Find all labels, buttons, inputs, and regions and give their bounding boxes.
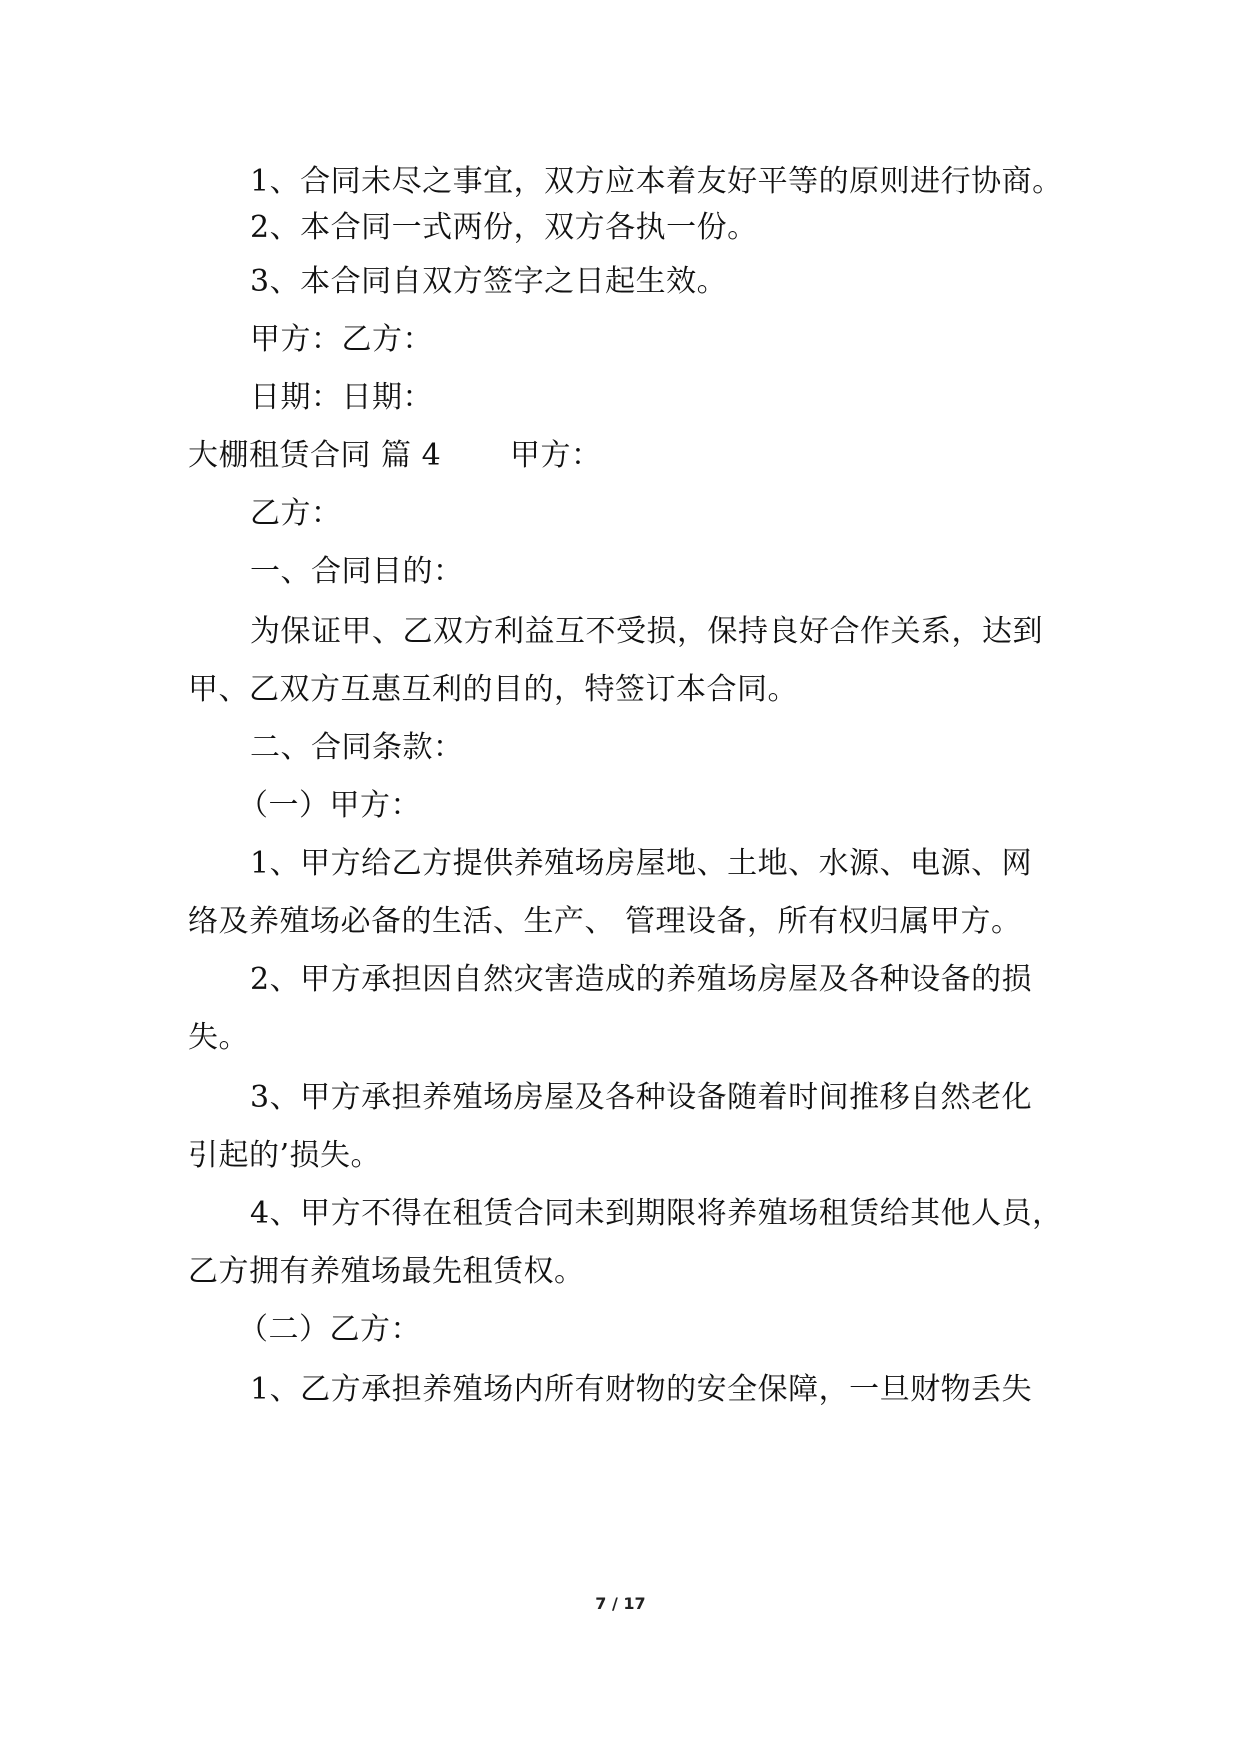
signature-dates: 日期：日期： (250, 380, 433, 415)
section-heading-title: 大棚租赁合同 篇 4 (188, 438, 442, 473)
section-title: 一、合同目的： (250, 554, 464, 589)
clause-text: 3、本合同自双方签字之日起生效。 (250, 264, 728, 299)
paragraph-line: 2、甲方承担因自然灾害造成的养殖场房屋及各种设备的损 (250, 962, 1033, 997)
paragraph-line: 4、甲方不得在租赁合同未到期限将养殖场租赁给其他人员， (250, 1196, 1063, 1231)
party-label: 乙方： (250, 496, 342, 531)
paragraph-line: 1、甲方给乙方提供养殖场房屋地、土地、水源、电源、网 (250, 846, 1033, 881)
paragraph-line: 失。 (188, 1020, 249, 1055)
paragraph-line: 为保证甲、乙双方利益互不受损，保持良好合作关系，达到 (250, 614, 1043, 649)
section-title: 二、合同条款： (250, 730, 464, 765)
subsection-title: （一）甲方： (238, 788, 421, 823)
clause-text: 1、合同未尽之事宜，双方应本着友好平等的原则进行协商。 (250, 164, 1063, 199)
paragraph-line: 乙方拥有养殖场最先租赁权。 (188, 1254, 585, 1289)
paragraph-line: 络及养殖场必备的生活、生产、 管理设备，所有权归属甲方。 (188, 904, 1022, 939)
paragraph-line: 引起的’损失。 (188, 1138, 382, 1173)
subsection-title: （二）乙方： (238, 1312, 421, 1347)
paragraph-line: 甲、乙双方互惠互利的目的，特签订本合同。 (188, 672, 798, 707)
signature-parties: 甲方：乙方： (250, 322, 433, 357)
paragraph-line: 3、甲方承担养殖场房屋及各种设备随着时间推移自然老化 (250, 1080, 1033, 1115)
page-number: 7 / 17 (595, 1594, 646, 1613)
clause-text: 2、本合同一式两份，双方各执一份。 (250, 210, 758, 245)
paragraph-line: 1、乙方承担养殖场内所有财物的安全保障，一旦财物丢失 (250, 1372, 1033, 1407)
section-heading-party: 甲方： (510, 438, 602, 473)
